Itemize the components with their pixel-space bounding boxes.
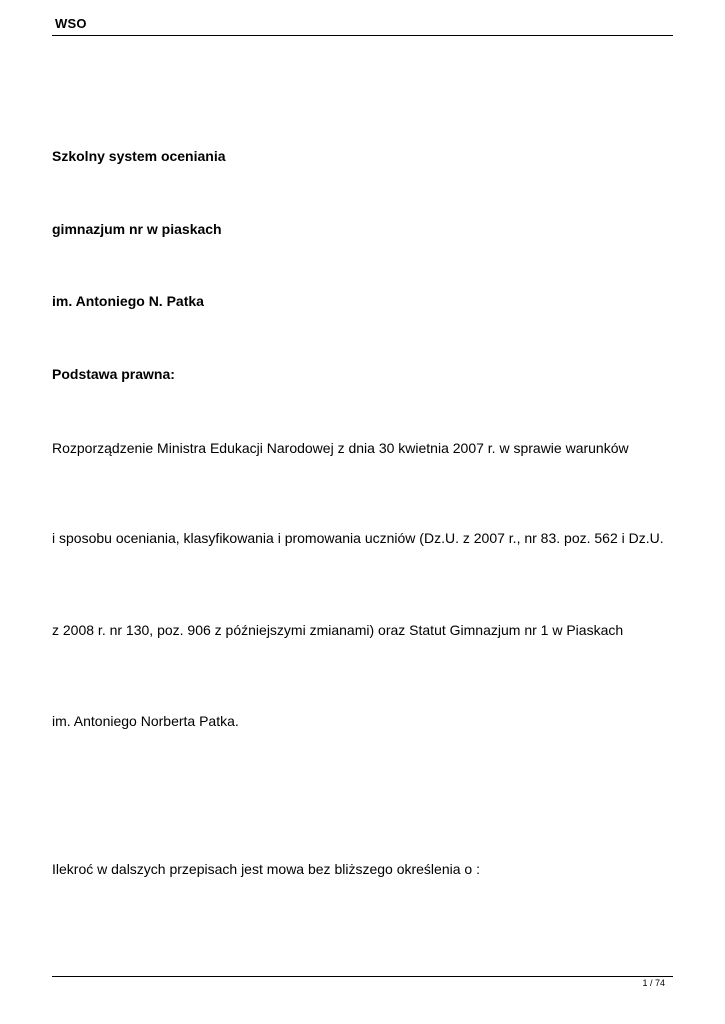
legal-basis-paragraph-4: im. Antoniego Norberta Patka. bbox=[52, 713, 239, 729]
definitions-intro-paragraph: Ilekroć w dalszych przepisach jest mowa bez bliższego określenia o : bbox=[52, 861, 480, 877]
page-number: 1 / 74 bbox=[642, 978, 665, 988]
document-heading-legal-basis: Podstawa prawna: bbox=[52, 366, 175, 382]
header-divider bbox=[52, 35, 673, 36]
legal-basis-paragraph-2: i sposobu oceniania, klasyfikowania i promowania uczniów (Dz.U. z 2007 r., nr 83. poz. 562 i Dz.U. bbox=[52, 530, 664, 546]
document-heading-title: Szkolny system oceniania bbox=[52, 148, 226, 164]
legal-basis-paragraph-3: z 2008 r. nr 130, poz. 906 z późniejszymi zmianami) oraz Statut Gimnazjum nr 1 w Piaskach bbox=[52, 622, 624, 638]
document-heading-school: gimnazjum nr w piaskach bbox=[52, 221, 222, 237]
page-header-title: WSO bbox=[55, 16, 87, 31]
footer-divider bbox=[52, 976, 673, 977]
legal-basis-paragraph-1: Rozporządzenie Ministra Edukacji Narodowej z dnia 30 kwietnia 2007 r. w sprawie warunków bbox=[52, 440, 629, 456]
document-heading-patron: im. Antoniego N. Patka bbox=[52, 293, 204, 309]
